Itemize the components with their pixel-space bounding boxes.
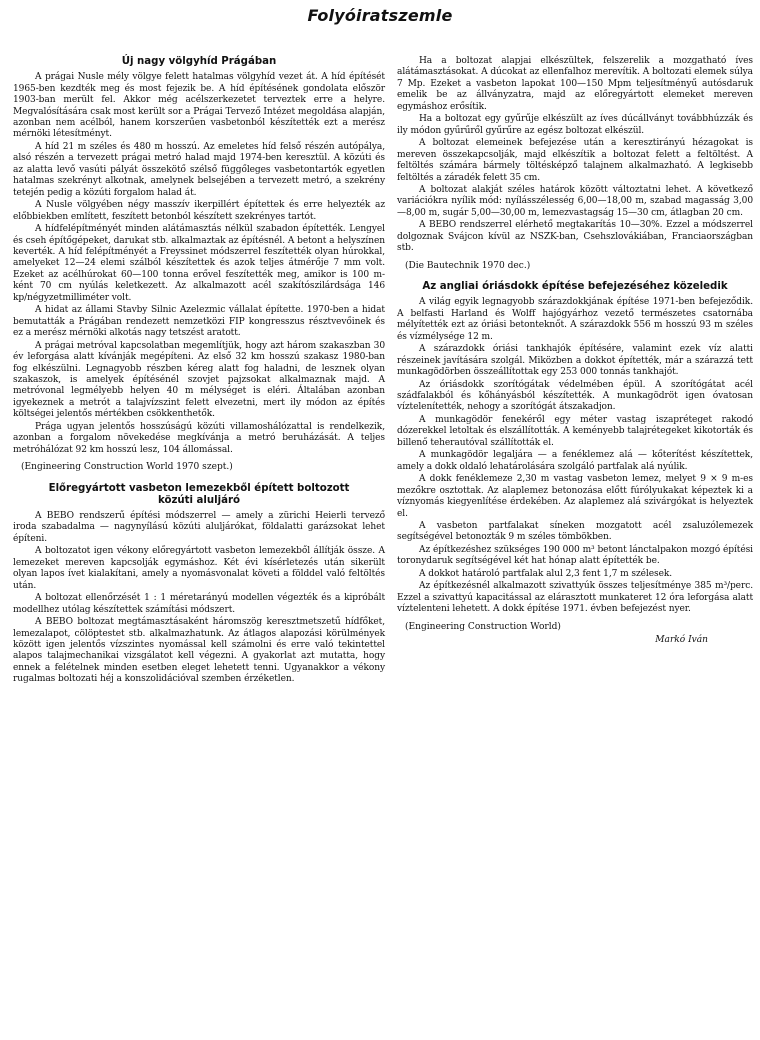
article-title-line: közúti aluljáró	[157, 494, 241, 506]
paragraph: A prágai Nusle mély völgye felett hatalmas völgyhíd vezet át. A híd építését 1965-ben kezdték meg és most fejezik be. A híd építésének gondolata először 1903-ban merült fel. Akkor még acélszerkezetet terveztek erre a helyre. Megvalósítására csak most került sor a Prágai Tervező Intézet megoldása alapján, azonban nem acélból, hanem korszerűen vasbetonból készítették ezt a merész mérnöki létesítményt.	[13, 72, 385, 140]
paragraph: A hídfelépítményét minden alátámasztás nélkül szabadon építették. Lengyel és cseh építőgépeket, darukat stb. alkalmaztak az építésnél. A betont a helyszínen keverték. A híd felépítményét a Freyssinet módszerrel feszítették olyan húrokkal, amelyeket 12—24 elemi szálból készítettek és azok teljes átmérője 7 mm volt. Ezeket az acélhúrokat 60—100 tonna erővel feszítették meg, amikor is 100 m-ként 70 cm nyúlás keletkezett. Az alkalmazott acél szakítószilárdsága 146 kp/négyzetmilliméter volt.	[13, 224, 385, 303]
paragraph: A szárazdokk óriási tankhajók építésére, valamint ezek víz alatti részeinek javítására szolgál. Miközben a dokkot építették, már a szárazzá tett munkagödörben összeállítottak egy 253 000 tonnás tankhajót.	[397, 344, 753, 378]
paragraph: A BEBO rendszerű építési módszerrel — amely a zürichi Heierli tervező iroda szabadalma — nagynyílású közúti aluljárókat, földalatti garázsokat lehet építeni.	[13, 511, 385, 544]
author-signature: Markó Iván	[655, 635, 708, 646]
paragraph: A dokkot határoló partfalak alul 2,3 fent 1,7 m szélesek.	[419, 568, 673, 579]
source-citation: (Die Bautechnik 1970 dec.)	[405, 260, 531, 271]
paragraph: A munkagödör fenekéről egy méter vastag iszapréteget rakodó dózerekkel letoltak és elszállították. A keményebb talajrétegeket kikotorták és billenő teherautóval szállították el.	[397, 414, 753, 448]
paragraph: A boltozat elemeinek befejezése után a keresztirányú hézagokat is mereven összekapcsolják, majd elkészítik a boltozat felett a feltöltést. A feltöltés számára bármely töltésképző talajnem alkalmazható. A legkisebb feltöltés a záradék felett 35 cm.	[397, 138, 753, 183]
paragraph: A híd 21 m széles és 480 m hosszú. Az emeletes híd felső részén autópálya, alsó részén a tervezett prágai metró halad majd 1974-ben keresztül. A közúti és az alatta levő vasúti pályát összekötő szélső függőleges vasbetontartók egyetlen hatalmas szekrényt alkotnak, amelynek belsejében a tervezett metró, a szekrény tetején pedig a közúti forgalom halad át.	[13, 141, 385, 198]
right-column	[397, 56, 753, 647]
source-citation: (Engineering Construction World 1970 szept.)	[21, 462, 233, 473]
paragraph: Az óriásdokk szorítógátak védelmében épül. A szorítógátat acél szádfalakból és kőhányásból készítették. A munkagödröt igen óvatosan víztelenítették, nehogy a szorítógát átszakadjon.	[397, 379, 753, 413]
paragraph: A munkagödör legaljára — a fenéklemez alá — kőterítést készítettek, amely a dokk oldaló lehatárolására szolgáló partfalak alá nyúlik.	[397, 450, 753, 472]
paragraph: Az építkezésnél alkalmazott szivattyúk összes teljesítménye 385 m³/perc. Ezzel a szivattyú kapacitással az elárasztott munkateret 12 óra leforgása alatt víztelenteni lehetett. A dokk építése 1971. évben befejezést nyer.	[397, 581, 753, 615]
article-title-dock: Az angliai óriásdokk építése befejezéséhez közeledik	[422, 281, 728, 293]
page-title: Folyóiratszemle	[307, 6, 453, 25]
paragraph: Ha a boltozat egy gyűrűje elkészült az íves dúcállványt továbbhúzzák és ily módon gyűrűről gyűrűre az egész boltozat elkészül.	[397, 114, 753, 136]
article-title-line: Előregyártott vasbeton lemezekből épített boltozott	[48, 482, 350, 494]
paragraph: A Nusle völgyében négy masszív ikerpillért építettek és erre helyezték az előbbiekben említett, feszített betonból készített szekrényes tartót.	[13, 200, 385, 222]
article-title-vault	[13, 483, 385, 507]
paragraph: A hidat az állami Stavby Silnic Azelezmic vállalat építette. 1970-ben a hidat bemutatták a Prágában rendezett nemzetközi FIP kongresszus résztvevőinek és ez a merész mérnöki alkotás nagy tetszést aratott.	[13, 305, 385, 339]
paragraph: A vasbeton partfalakat síneken mozgatott acél zsaluzólemezek segítségével betonozták 9 m széles tömbökben.	[397, 520, 753, 543]
left-column	[13, 56, 385, 686]
paragraph: A dokk fenéklemeze 2,30 m vastag vasbeton lemez, melyet 9 × 9 m-es mezőkre osztottak. Az alaplemez betonozása előtt fúrólyukakat képeztek ki a víznyomás kiegyenlítése érdekében. Az alaplemez alá szivárgókat is helyeztek el.	[397, 474, 753, 519]
paragraph: A boltozat alakját széles határok között változtatni lehet. A következő variációkra nyílik mód: nyílásszélesség 6,00—18,00 m, szabad magasság 3,00—8,00 m, sugár 5,00—30,00 m, lemezvastagság 15—30 cm, átlagban 20 cm.	[397, 184, 753, 218]
paragraph: Az építkezéshez szükséges 190 000 m³ betont lánctalpakon mozgó építési toronydaruk segítségével két hat hónap alatt építették be.	[397, 544, 753, 567]
paragraph: A boltozatot igen vékony előregyártott vasbeton lemezekből állítják össze. A lemezeket mereven kapcsolják egymáshoz. Két évi kísérletezés után sikerült olyan lapos ívet kialakítani, amely a nyomásvonalat követi a földdel való feltöltés után.	[13, 546, 385, 591]
paragraph: A BEBO boltozat megtámasztásaként háromszög keresztmetszetű hídfőket, lemezalapot, cölöptestet stb. alkalmazhatunk. Az átlagos alapozási körülmények között igen jelentős vízszintes nyomással kell számolni és erre való tekintettel alapos talajmechanikai vizsgálatot kell végezni. A gyakorlat azt mutatta, hogy ennek a felételnek minden esetben eleget lehetett tenni. Ugyanakkor a vékony rugalmas boltozati héj a konszolidációval szemben érzéketlen.	[13, 617, 385, 685]
paragraph: A világ egyik legnagyobb szárazdokkjának építése 1971-ben befejeződik. A belfasti Harland és Wolff hajógyárhoz vezető természetes csatornába mélyítették ezt az óriási betonteknőt. A szárazdokk 556 m hosszú 93 m széles és vízmélysége 12 m.	[397, 297, 753, 342]
paragraph: A boltozat ellenőrzését 1 : 1 méretarányú modellen végezték és a kipróbált modellhez utólag készítettek számítási módszert.	[13, 593, 385, 615]
paragraph: Prága ugyan jelentős hosszúságú közúti villamoshálózattal is rendelkezik, azonban a forgalom növekedése megkívánja a metró beruházását. A teljes metróhálózat 92 km hosszú lesz, 104 állomással.	[13, 421, 385, 455]
paragraph: Ha a boltozat alapjai elkészültek, felszerelik a mozgatható íves alátámasztásokat. A dúcokat az ellenfalhoz merevítik. A boltozati elemek súlya 7 Mp. Ezeket a vasbeton lapokat 100—150 Mpm teljesítményű autósdaruk emelik be az állványzatra, majd az előregyártott elemeket mereven egymáshoz erősítik.	[397, 56, 753, 112]
article-title-bridge: Új nagy völgyhíd Prágában	[121, 56, 277, 67]
paragraph: A BEBO rendszerrel elérhető megtakarítás 10—30%. Ezzel a módszerrel dolgoznak Svájcon kívül az NSZK-ban, Csehszlovákiában, Franciaországban stb.	[397, 220, 753, 254]
source-citation: (Engineering Construction World)	[405, 621, 561, 632]
paragraph: A prágai metróval kapcsolatban megemlítjük, hogy azt három szakaszban 30 év leforgása alatt kívánják megépíteni. Az első 32 km hosszú szakasz 1980-ban fog elkészülni. Legnagyobb részben kéreg alatt fog haladni, de lesznek olyan szakaszok, is amelyek építésénél szovjet pajzsokat alkalmaznak majd. A metróvonal legmélyebb helyen 40 m mélységet is eléri. Általában azonban igyekeznek a metrót a talajvízszint felett elvezetni, mert ily módon az építés költségei jelentős mértékben csökkenthetők.	[13, 340, 385, 420]
